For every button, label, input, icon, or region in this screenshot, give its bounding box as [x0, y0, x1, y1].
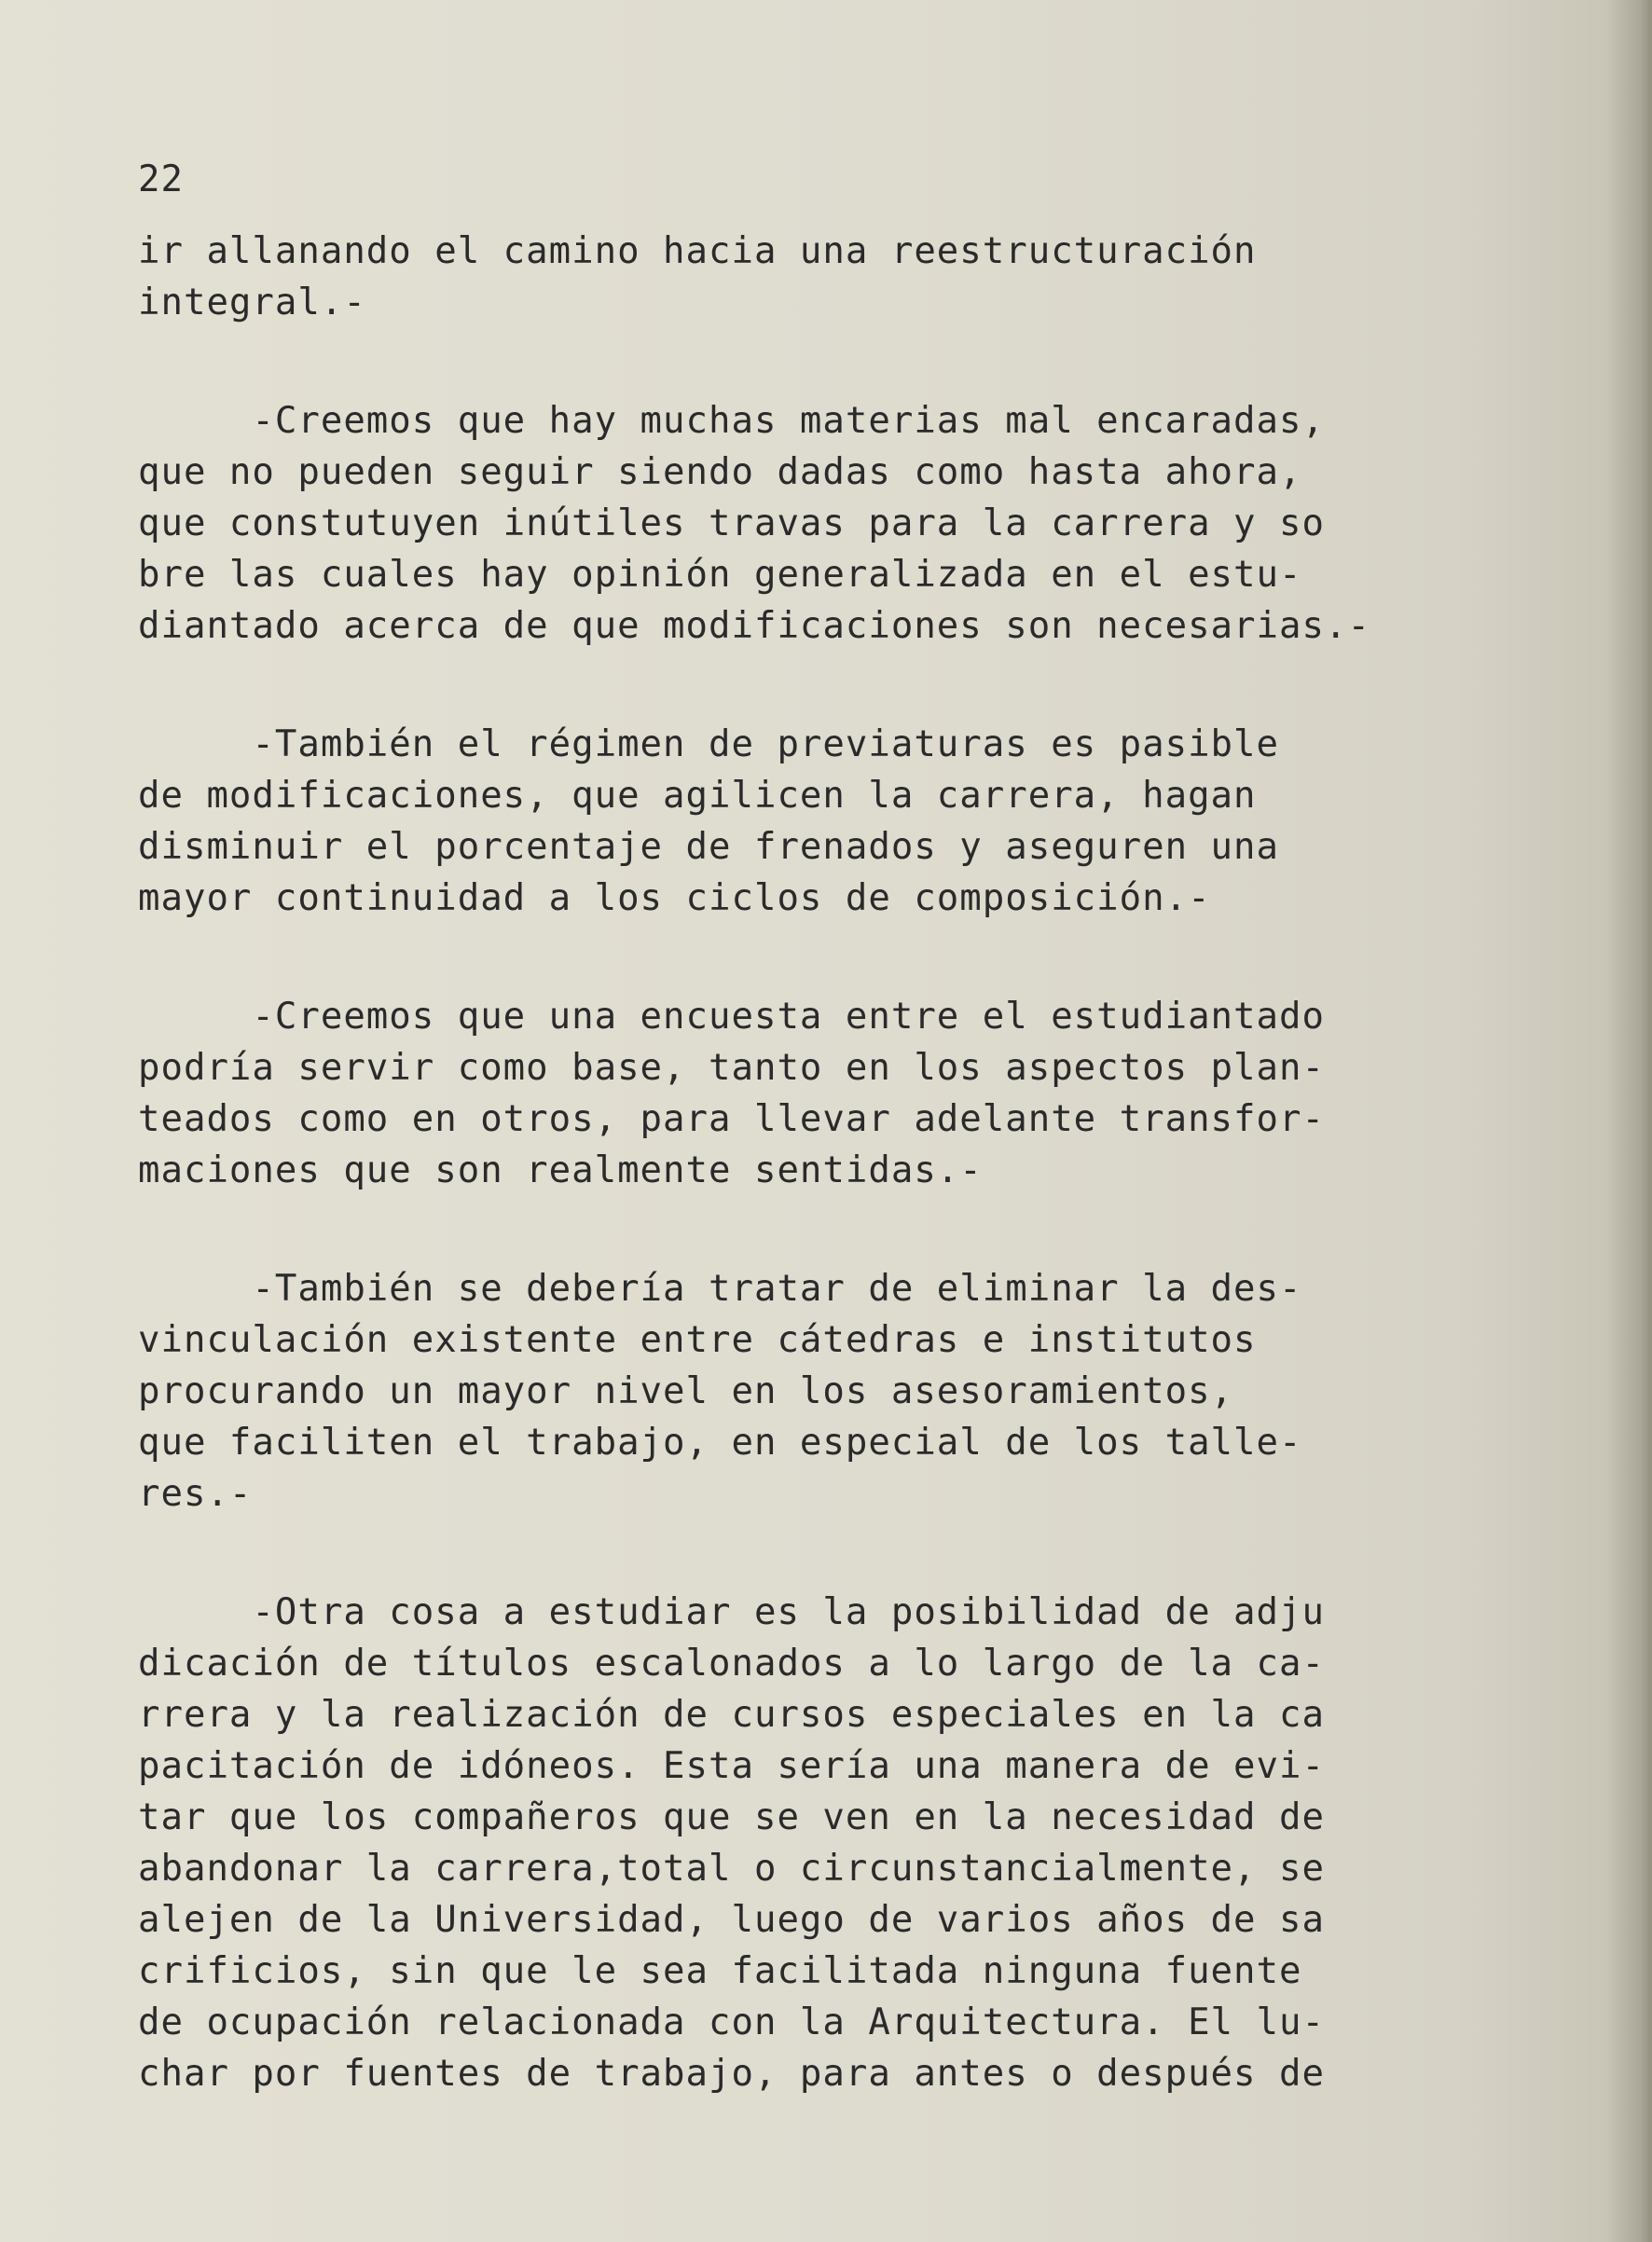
text-line: disminuir el porcentaje de frenados y aseguren una: [138, 826, 1279, 868]
text-line: bre las cuales hay opinión generalizada en el estu-: [138, 554, 1302, 596]
text-line: -Otra cosa a estudiar es la posibilidad de adju: [138, 1591, 1325, 1633]
text-line: crificios, sin que le sea facilitada ninguna fuente: [138, 1950, 1302, 1992]
text-line: mayor continuidad a los ciclos de composición.-: [138, 877, 1211, 919]
text-line: de modificaciones, que agilicen la carrera, hagan: [138, 775, 1257, 817]
page-number: 22: [138, 158, 184, 200]
text-line: pacitación de idóneos. Esta sería una manera de evi-: [138, 1745, 1325, 1787]
typewritten-text: [138, 154, 1536, 2099]
text-line: podría servir como base, tanto en los aspectos plan-: [138, 1047, 1325, 1089]
paragraph-4: [138, 991, 1536, 1196]
text-line: alejen de la Universidad, luego de varios años de sa: [138, 1899, 1325, 1941]
paragraph-5: [138, 1263, 1536, 1520]
paragraph-6: [138, 1587, 1536, 2099]
text-line: maciones que son realmente sentidas.-: [138, 1149, 983, 1191]
text-line: teados como en otros, para llevar adelante transfor-: [138, 1098, 1325, 1140]
text-line: -También el régimen de previaturas es pasible: [138, 723, 1279, 765]
text-line: rrera y la realización de cursos especiales en la ca: [138, 1694, 1325, 1736]
text-line: char por fuentes de trabajo, para antes o después de: [138, 2053, 1325, 2095]
text-line: vinculación existente entre cátedras e institutos: [138, 1319, 1257, 1361]
text-line: que constutuyen inútiles travas para la carrera y so: [138, 502, 1325, 544]
text-line: de ocupación relacionada con la Arquitectura. El lu-: [138, 2001, 1325, 2043]
paragraph-2: [138, 395, 1536, 652]
text-line: que no pueden seguir siendo dadas como hasta ahora,: [138, 451, 1302, 493]
text-line: -Creemos que una encuesta entre el estudiantado: [138, 996, 1325, 1038]
text-line: dicación de títulos escalonados a lo largo de la ca-: [138, 1643, 1325, 1685]
text-line: abandonar la carrera,total o circunstancialmente, se: [138, 1848, 1325, 1890]
text-line: ir allanando el camino hacia una reestructuración: [138, 230, 1257, 272]
text-line: res.-: [138, 1473, 253, 1515]
text-line: que faciliten el trabajo, en especial de los talle-: [138, 1422, 1302, 1464]
text-line: -Creemos que hay muchas materias mal encaradas,: [138, 400, 1325, 442]
text-line: procurando un mayor nivel en los asesoramientos,: [138, 1370, 1234, 1412]
page-edge-shadow: [1607, 0, 1652, 2242]
text-line: diantado acerca de que modificaciones son necesarias.-: [138, 605, 1370, 647]
text-line: integral.-: [138, 282, 366, 323]
paragraph-3: [138, 719, 1536, 924]
text-line: -También se debería tratar de eliminar la des-: [138, 1268, 1302, 1310]
text-line: tar que los compañeros que se ven en la necesidad de: [138, 1796, 1325, 1838]
paragraph-1: [138, 226, 1536, 328]
